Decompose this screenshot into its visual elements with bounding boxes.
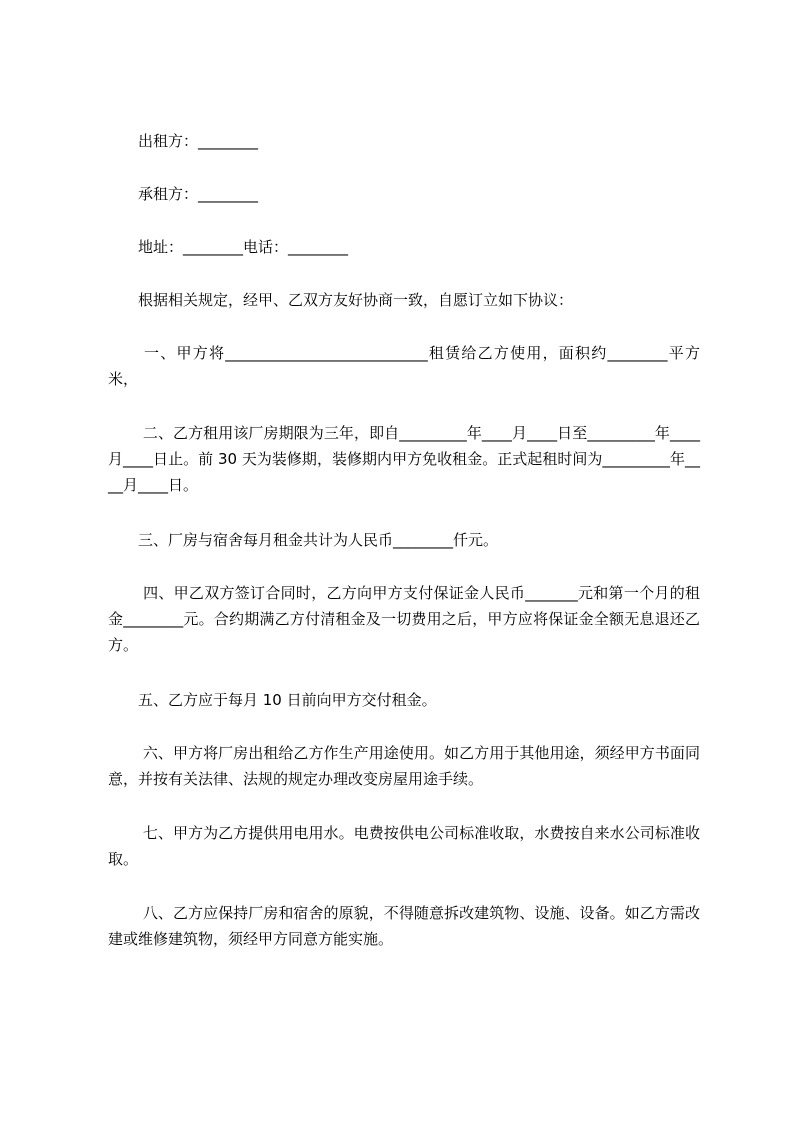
- lessee-line: 承租方：________: [138, 185, 259, 203]
- address-phone-line: 地址：________电话：________: [138, 238, 349, 256]
- lessor-line: 出租方：________: [138, 132, 259, 150]
- clause-2: 二、乙方租用该厂房期限为三年，即自_________年____月____日至_________年____月____日止。前 30 天为装修期，装修期内甲方免收租金。正式起租时间为_________年____月____日。: [108, 424, 700, 494]
- preamble-paragraph: 根据相关规定，经甲、乙双方友好协商一致，自愿订立如下协议：: [138, 291, 574, 309]
- clause-4: 四、甲乙双方签订合同时，乙方向甲方支付保证金人民币_______元和第一个月的租金________元。合约期满乙方付清租金及一切费用之后，甲方应将保证金全额无息退还乙方。: [108, 584, 700, 654]
- clause-1: 一、甲方将___________________________租赁给乙方使用，面积约________平方米，: [108, 344, 700, 388]
- clause-3: 三、厂房与宿舍每月租金共计为人民币________仟元。: [138, 531, 499, 549]
- clause-5: 五、乙方应于每月 10 日前向甲方交付租金。: [138, 691, 437, 709]
- clause-7: 七、甲方为乙方提供用电用水。电费按供电公司标准收取，水费按自来水公司标准收取。: [108, 824, 700, 868]
- clause-6: 六、甲方将厂房出租给乙方作生产用途使用。如乙方用于其他用途，须经甲方书面同意，并按有关法律、法规的规定办理改变房屋用途手续。: [108, 744, 700, 788]
- clause-8: 八、乙方应保持厂房和宿舍的原貌，不得随意拆改建筑物、设施、设备。如乙方需改建或维修建筑物，须经甲方同意方能实施。: [108, 904, 700, 948]
